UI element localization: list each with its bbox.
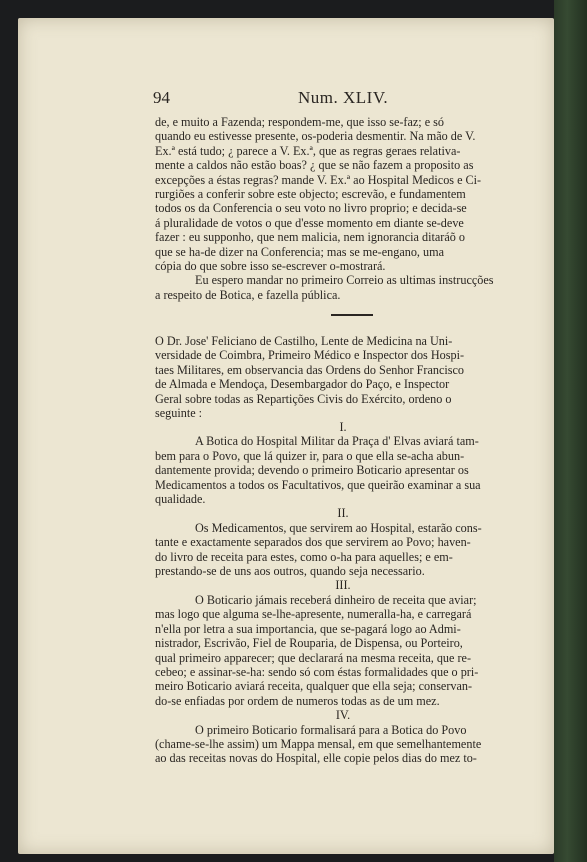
- text-line: ao das receitas novas do Hospital, elle copie pelos dias do mez to-: [155, 751, 477, 766]
- text-line: O Boticario jámais receberá dinheiro de receita que aviar;: [195, 592, 477, 607]
- text-line: Os Medicamentos, que servirem ao Hospital, estarão cons-: [195, 520, 482, 535]
- text-line: á pluralidade de votos o que d'esse momento em diante se-deve: [155, 215, 464, 230]
- section-number: I.: [339, 420, 347, 434]
- section-number: IV.: [335, 708, 351, 723]
- text-line: Geral sobre todas as Repartições Civis do Exército, ordeno o: [155, 391, 452, 406]
- text-line: nistrador, Escrivão, Fiel de Rouparia, de Dispensa, ou Porteiro,: [155, 636, 463, 651]
- text-line: de Almada e Mendoça, Desembargador do Paço, e Inspector: [155, 377, 450, 392]
- text-line: fazer : eu supponho, que nem malicia, nem ignorancia ditaráõ o: [155, 230, 465, 245]
- text-line: excepções a éstas regras? mande V. Ex.ª ao Hospital Medicos e Ci-: [155, 172, 482, 187]
- text-line: Eu espero mandar no primeiro Correio as ultimas instrucções: [195, 273, 494, 288]
- text-line: mas logo que alguma se-lhe-apresente, numeralla-ha, e carregará: [155, 607, 472, 622]
- text-line: cebeo; e assinar-se-ha: sendo só com éstas formalidades que o pri-: [155, 664, 479, 679]
- text-line: rurgiões a conferir sobre este objecto; escrevão, e fundamentem: [155, 187, 466, 202]
- text-line: tante e exactamente separados dos que servirem ao Povo; haven-: [155, 535, 471, 550]
- text-line: qual primeiro apparecer; que declarará na mesma receita, que re-: [155, 650, 472, 665]
- text-line: de, e muito a Fazenda; respondem-me, que isso se-faz; e só: [155, 115, 445, 129]
- text-line: mente a caldos não estão boas? ¿ que se não fazem a proposito as: [155, 158, 474, 173]
- section-number: III.: [335, 578, 351, 593]
- text-line: a respeito de Botica, e fazella pública.: [155, 287, 341, 302]
- section-number: II.: [337, 506, 349, 521]
- text-line: do livro de receita para estes, como o-ha para aquelles; e em-: [155, 549, 453, 564]
- page-title: Num. XLIV.: [298, 88, 389, 107]
- text-line: Medicamentos a todos os Facultativos, que queirão examinar a sua: [155, 477, 481, 492]
- decree-intro: [155, 334, 531, 420]
- text-line: O Dr. Jose' Feliciano de Castilho, Lente de Medicina na Uni-: [155, 334, 453, 348]
- text-line: meiro Boticario aviará receita, qualquer que ella seja; conservan-: [155, 679, 473, 694]
- text-line: cópia do que sobre isso se-escrever o-mostrará.: [155, 259, 386, 274]
- paragraph-1: [155, 115, 531, 302]
- section-divider: [331, 314, 373, 316]
- text-line: qualidade.: [155, 492, 206, 507]
- text-line: bem para o Povo, que lá quizer ir, para o que ella se-acha abun-: [155, 448, 465, 463]
- text-line: O primeiro Boticario formalisará para a Botica do Povo: [195, 722, 467, 737]
- text-line: que se ha-de dizer na Conferencia; mas se me-engano, uma: [155, 244, 444, 259]
- text-line: n'ella por letra a sua importancia, que se-pagará logo ao Admi-: [155, 621, 461, 636]
- text-line: dantemente provida; devendo o primeiro Boticario apresentar os: [155, 463, 469, 478]
- scan-background-strip: [554, 0, 587, 862]
- page-number: 94: [153, 88, 170, 107]
- text-line: do-se enfiadas por ordem de numeros todas as de um mez.: [155, 693, 440, 708]
- text-line: seguinte :: [155, 406, 203, 421]
- text-line: taes Militares, em observancia das Ordens do Senhor Francisco: [155, 362, 465, 377]
- decree-sections: [155, 420, 531, 766]
- text-line: quando eu estivesse presente, os-poderia desmentir. Na mão de V.: [155, 129, 476, 144]
- text-line: prestando-se de uns aos outros, quando seja necessario.: [155, 564, 425, 579]
- text-line: (chame-se-lhe assim) um Mappa mensal, em que semelhantemente: [155, 736, 482, 751]
- text-line: todos os da Conferencia o seu voto no livro proprio; e decida-se: [155, 201, 467, 216]
- text-line: A Botica do Hospital Militar da Praça d' Elvas aviará tam-: [195, 434, 479, 449]
- text-line: Ex.ª está tudo; ¿ parece a V. Ex.ª, que as regras geraes relativa-: [155, 143, 461, 158]
- text-line: versidade de Coimbra, Primeiro Médico e Inspector dos Hospi-: [155, 348, 465, 363]
